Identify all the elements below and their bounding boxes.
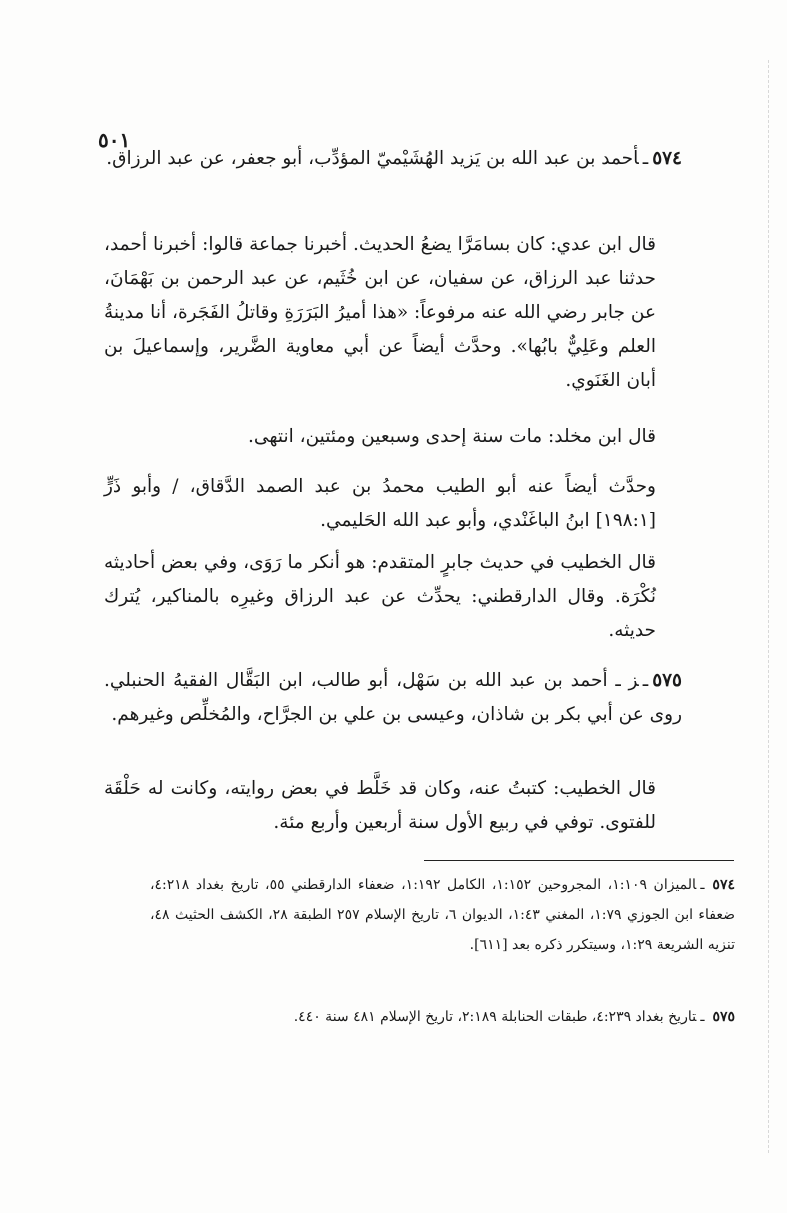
- page-edge-line: [768, 60, 769, 1153]
- footnote-divider: [424, 860, 734, 861]
- entry-574-heading: [104, 142, 682, 176]
- entry-574-paragraph-2: [104, 420, 682, 454]
- footnote-575-text: تاريخ بغداد ٤:٢٣٩، طبقات الحنابلة ٢:١٨٩، تاريخ الإسلام ٤٨١ سنة ٤٤٠.: [293, 1009, 697, 1025]
- entry-574-paragraph-1: [104, 228, 682, 398]
- footnote-575: [150, 1002, 735, 1032]
- entry-574-heading-text: أحمد بن عبد الله بن يَزيد الهُشَيْميّ المؤدِّب، أبو جعفر، عن عبد الرزاق.: [106, 148, 639, 169]
- entry-574-dash: ـ: [642, 148, 649, 169]
- entry-574-p3-text: وحدَّث أيضاً عنه أبو الطيب محمدُ بن عبد الصمد الدَّقاق، / وأبو ذَرٍّ [١٩٨:١] ابنُ الباغَنْدي، وأبو عبد الله الحَليمي.: [104, 476, 656, 531]
- entry-575-heading: [104, 664, 682, 732]
- footnote-574-text: الميزان ١:١٠٩، المجروحين ١:١٥٢، الكامل ١:١٩٢، ضعفاء الدارقطني ٥٥، تاريخ بغداد ٤:٢١٨، ضعفاء ابن الجوزي ١:٧٩، المغني ١:٤٣، الديوان ٦، تاريخ الإسلام ٢٥٧ الطبقة ٢٨، الكشف الحثيث ٤٨، تنزيه الشريعة ١:٢٩، وسيتكرر ذكره بعد [٦١١].: [150, 877, 735, 953]
- footnote-574: [150, 870, 735, 960]
- entry-575-paragraph-1: [104, 772, 682, 840]
- entry-574-p4-text: قال الخطيب في حديث جابرٍ المتقدم: هو أنكر ما رَوَى، وفي بعض أحاديثه نُكْرَة. وقال الدارقطني: يحدِّث عن عبد الرزاق وغيرِه بالمناكير، يُترك حديثه.: [104, 552, 656, 641]
- entry-574-number: ٥٧٤: [652, 148, 682, 169]
- entry-574-p2-text: قال ابن مخلد: مات سنة إحدى وسبعين ومئتين، انتهى.: [248, 426, 656, 447]
- entry-575-number: ٥٧٥: [652, 670, 682, 691]
- footnote-575-number: ٥٧٥: [712, 1009, 735, 1025]
- footnote-575-dash: ـ: [700, 1009, 705, 1025]
- entry-574-paragraph-4: [104, 546, 682, 648]
- entry-574-paragraph-3: [104, 470, 682, 538]
- entry-575-p1-text: قال الخطيب: كتبتُ عنه، وكان قد خَلَّط في بعض روايته، وكانت له حَلْقَة للفتوى. توفي في ربيع الأول سنة أربعين وأربع مئة.: [104, 778, 656, 833]
- entry-575-dash: ـ: [642, 670, 649, 691]
- footnote-574-number: ٥٧٤: [712, 877, 735, 893]
- footnote-574-dash: ـ: [700, 877, 705, 893]
- page-number: ٥٠١: [98, 128, 131, 152]
- entry-574-p1-text: قال ابن عدي: كان بسامَرَّا يضعُ الحديث. أخبرنا جماعة قالوا: أخبرنا أحمد، حدثنا عبد الرزاق، عن سفيان، عن ابن خُثَيم، عن عبد الرحمن بن بَهْمَانَ، عن جابر رضي الله عنه مرفوعاً: «هذا أميرُ البَرَرَةِ وقاتلُ الفَجَرة، أنا مدينةُ العلم وعَلِيٌّ بابُها». وحدَّث أيضاً عن أبي معاوية الضَّرير، وإسماعيلَ بن أبان الغَنَوي.: [104, 234, 656, 391]
- entry-575-heading-text: ز ـ أحمد بن عبد الله بن سَهْل، أبو طالب، ابن البَقَّال الفقيهُ الحنبلي. روى عن أبي بكر بن شاذان، وعيسى بن علي بن الجرَّاح، والمُخلِّص وغيرهم.: [104, 670, 682, 725]
